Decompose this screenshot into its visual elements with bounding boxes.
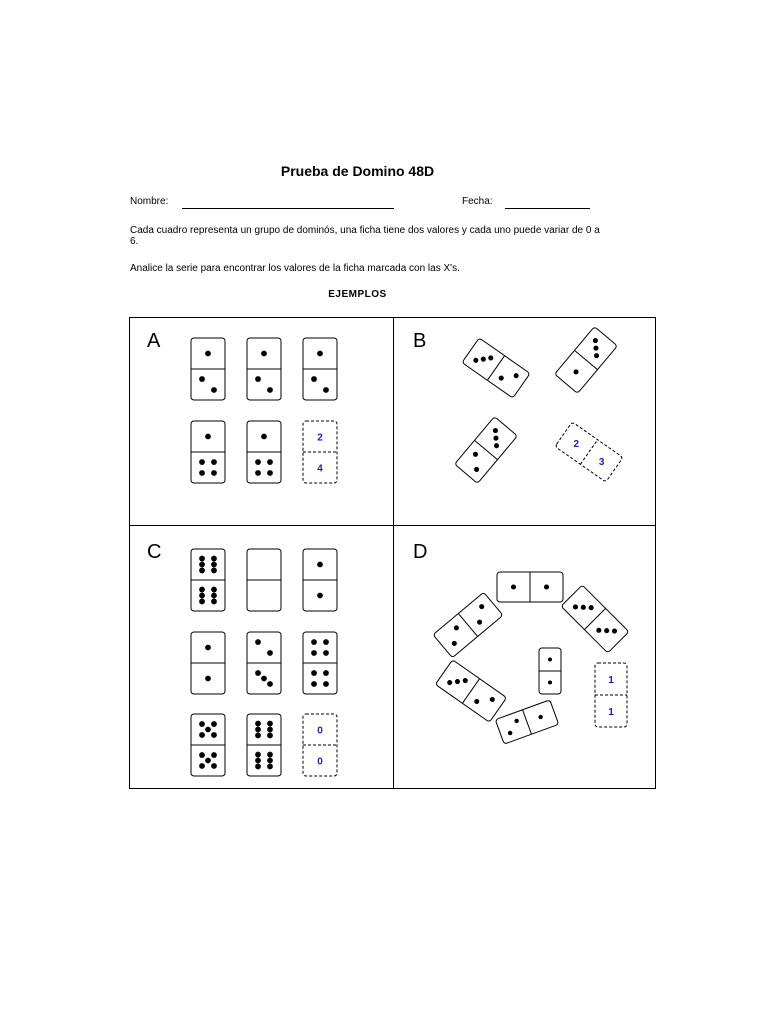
answer-value: 4: [317, 463, 323, 475]
pip: [255, 670, 261, 676]
pip: [255, 727, 261, 733]
domino-tile: [191, 421, 225, 483]
pip: [199, 587, 205, 593]
page-title: Prueba de Domino 48D: [280, 163, 435, 179]
pip: [311, 639, 317, 645]
domino-tile: [247, 549, 281, 611]
pip: [261, 434, 267, 440]
answer-value: 0: [317, 756, 323, 768]
pip: [267, 733, 273, 739]
example-a-label: A: [147, 330, 161, 352]
domino-tile: [435, 660, 506, 722]
pip: [199, 732, 205, 738]
pip: [267, 752, 273, 758]
answer-value: 1: [608, 675, 614, 686]
pip: [205, 645, 211, 651]
pip: [323, 681, 329, 687]
pip: [267, 459, 273, 465]
answer-domino-tile[interactable]: [555, 422, 623, 482]
pip: [323, 639, 329, 645]
domino-tile: [247, 338, 281, 400]
answer-value: 1: [608, 707, 614, 718]
pip: [211, 763, 217, 769]
domino-tile: [191, 632, 225, 694]
pip: [211, 459, 217, 465]
domino-tile: [247, 714, 281, 776]
example-c-tiles: [191, 549, 337, 776]
pip: [267, 387, 273, 393]
example-d-label: D: [413, 541, 428, 563]
date-label: Fecha:: [462, 196, 493, 207]
domino-tile: [539, 648, 561, 694]
domino-tile: [303, 549, 337, 611]
pip: [205, 758, 211, 764]
pip: [211, 599, 217, 605]
answer-domino-tile[interactable]: [303, 714, 337, 776]
pip: [317, 562, 323, 568]
pip: [211, 587, 217, 593]
pip: [311, 650, 317, 656]
instructions-paragraph-2: Analice la serie para encontrar los valores de la ficha marcada con las X's.: [130, 263, 460, 274]
pip: [261, 351, 267, 357]
example-d-tiles: [433, 572, 629, 744]
pip: [211, 562, 217, 568]
pip: [199, 599, 205, 605]
example-a-tiles: [191, 338, 337, 483]
pip: [548, 658, 552, 662]
pip: [199, 568, 205, 574]
answer-domino-tile[interactable]: [595, 663, 627, 727]
pip: [311, 681, 317, 687]
pip: [317, 351, 323, 357]
pip: [211, 752, 217, 758]
pip: [255, 752, 261, 758]
pip: [199, 556, 205, 562]
example-b-tiles: [455, 327, 623, 484]
pip: [323, 670, 329, 676]
pip: [267, 650, 273, 656]
domino-tile: [555, 327, 618, 394]
pip: [255, 470, 261, 476]
domino-tile: [303, 338, 337, 400]
domino-tile: [433, 592, 503, 657]
domino-tile: [191, 338, 225, 400]
pip: [199, 376, 205, 382]
pip: [211, 593, 217, 599]
pip: [255, 459, 261, 465]
answer-value: 0: [317, 725, 323, 737]
pip: [199, 763, 205, 769]
domino-tile: [455, 417, 518, 484]
answer-value: 2: [573, 439, 580, 451]
domino-tile: [191, 714, 225, 776]
domino-tile: [247, 632, 281, 694]
pip: [205, 676, 211, 682]
domino-tile: [191, 549, 225, 611]
example-b-label: B: [413, 330, 427, 352]
pip: [211, 470, 217, 476]
pip: [199, 593, 205, 599]
domino-tile: [495, 700, 558, 744]
pip: [267, 681, 273, 687]
pip: [199, 459, 205, 465]
pip: [199, 470, 205, 476]
pip: [261, 676, 267, 682]
pip: [205, 351, 211, 357]
instructions-paragraph-1: Cada cuadro representa un grupo de dominós, una ficha tiene dos valores y cada uno puede variar de 0 a 6.: [130, 225, 600, 247]
pip: [211, 732, 217, 738]
pip: [544, 584, 549, 589]
pip: [205, 727, 211, 733]
pip: [199, 752, 205, 758]
pip: [211, 556, 217, 562]
pip: [311, 376, 317, 382]
pip: [255, 758, 261, 764]
domino-tile: [561, 585, 629, 653]
answer-value: 3: [598, 456, 605, 468]
answer-value: 2: [317, 432, 323, 444]
pip: [211, 568, 217, 574]
pip: [205, 434, 211, 440]
domino-tile: [303, 632, 337, 694]
pip: [255, 733, 261, 739]
pip: [255, 376, 261, 382]
domino-tile: [247, 421, 281, 483]
pip: [267, 721, 273, 727]
pip: [311, 670, 317, 676]
pip: [199, 721, 205, 727]
example-c-label: C: [147, 541, 162, 563]
pip: [317, 593, 323, 599]
pip: [255, 721, 261, 727]
name-label: Nombre:: [130, 196, 169, 207]
answer-domino-tile[interactable]: [303, 421, 337, 483]
pip: [323, 650, 329, 656]
examples-heading: EJEMPLOS: [328, 289, 387, 300]
pip: [211, 387, 217, 393]
pip: [255, 639, 261, 645]
pip: [267, 764, 273, 770]
pip: [323, 387, 329, 393]
pip: [267, 470, 273, 476]
pip: [548, 681, 552, 685]
pip: [511, 584, 516, 589]
domino-tile: [462, 338, 530, 398]
domino-tile: [497, 572, 563, 602]
pip: [211, 721, 217, 727]
pip: [267, 758, 273, 764]
pip: [199, 562, 205, 568]
pip: [267, 727, 273, 733]
pip: [255, 764, 261, 770]
